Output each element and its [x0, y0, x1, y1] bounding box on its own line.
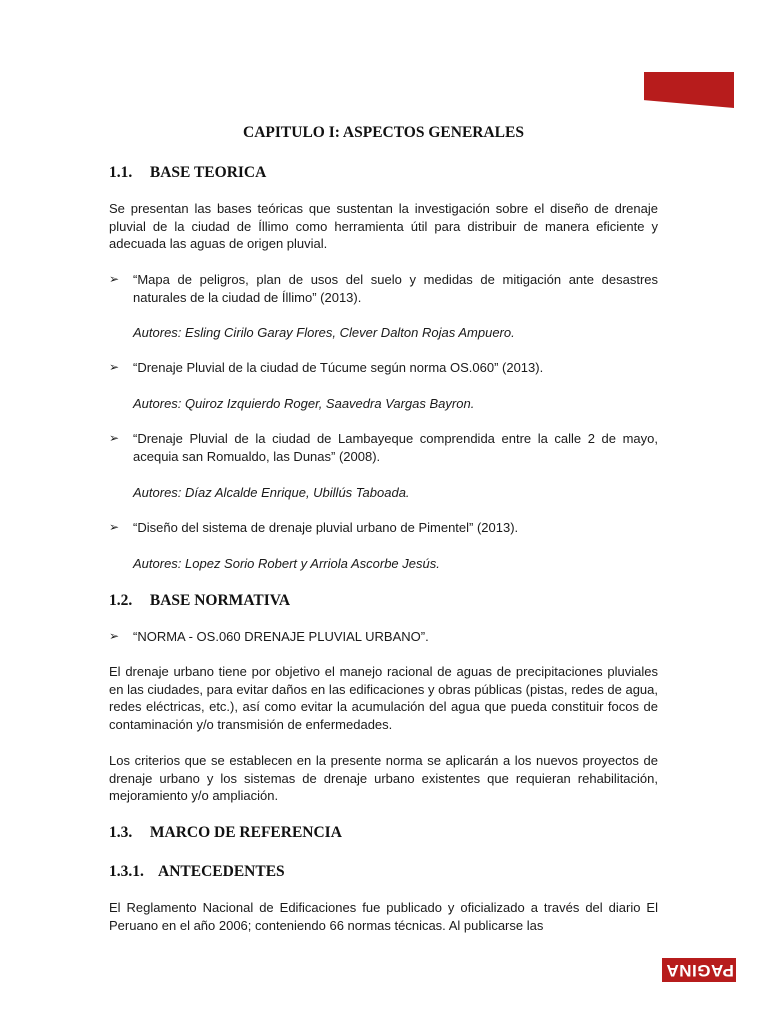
reference-authors: Autores: Esling Cirilo Garay Flores, Clever Dalton Rojas Ampuero. [133, 325, 515, 340]
reference-title: “Mapa de peligros, plan de usos del suelo y medidas de mitigación ante desastres naturales de la ciudad de Íllimo” (2013). [133, 272, 658, 305]
page-tab-label: PAGINA [666, 961, 734, 980]
section-number: 1.3.1. [109, 863, 144, 880]
reference-item [109, 519, 658, 537]
section-heading-base-normativa [109, 592, 290, 610]
reference-authors: Autores: Lopez Sorio Robert y Arriola Ascorbe Jesús. [133, 556, 440, 571]
section-title: ANTECEDENTES [158, 863, 285, 880]
reference-title: “Diseño del sistema de drenaje pluvial urbano de Pimentel” (2013). [133, 520, 519, 535]
reference-item [109, 359, 658, 377]
antecedentes-paragraph: El Reglamento Nacional de Edificaciones fue publicado y oficializado a través del diario El Peruano en el año 2006; conteniendo 66 normas técnicas. Al publicarse las [109, 900, 658, 933]
section-heading-marco-referencia [109, 824, 342, 842]
section-title: BASE NORMATIVA [149, 592, 291, 609]
section-heading-base-teorica [109, 164, 266, 182]
section-heading-antecedentes [109, 863, 285, 881]
intro-paragraph: Se presentan las bases teóricas que sustentan la investigación sobre el diseño de drenaje pluvial de la ciudad de Íllimo como herramienta útil para distribuir de manera eficiente y adecuada las aguas de origen pluvial. [109, 201, 658, 251]
section-number: 1.3. [109, 824, 133, 841]
corner-decoration [644, 72, 734, 108]
chapter-title: CAPITULO I: ASPECTOS GENERALES [243, 124, 524, 141]
reference-title: “Drenaje Pluvial de la ciudad de Túcume según norma OS.060” (2013). [133, 360, 544, 375]
reference-authors: Autores: Díaz Alcalde Enrique, Ubillús Taboada. [133, 485, 410, 500]
reference-authors: Autores: Quiroz Izquierdo Roger, Saavedra Vargas Bayron. [133, 396, 475, 411]
bullet-arrow-icon: ➢ [109, 520, 120, 534]
section-number: 1.2. [109, 592, 133, 609]
norma-paragraph: Los criterios que se establecen en la presente norma se aplicarán a los nuevos proyectos de drenaje urbano y los sistemas de drenaje urbano existentes que requieran rehabilitación, mejoramiento y/o ampliación. [109, 753, 658, 803]
bullet-arrow-icon: ➢ [109, 360, 120, 374]
page-number-tab [662, 958, 736, 982]
bullet-arrow-icon: ➢ [109, 272, 120, 286]
section-title: BASE TEORICA [149, 164, 267, 181]
norma-title: “NORMA - OS.060 DRENAJE PLUVIAL URBANO”. [133, 629, 429, 644]
norma-paragraph: El drenaje urbano tiene por objetivo el manejo racional de aguas de precipitaciones pluviales en las ciudades, para evitar daños en las edificaciones y obras públicas (pistas, redes de agua, redes eléctricas, etc.), así como evitar la acumulación del agua que pueda constituir focos de contaminación y/o transmisión de enfermedades. [109, 664, 658, 732]
norma-item [109, 628, 658, 646]
reference-title: “Drenaje Pluvial de la ciudad de Lambayeque comprendida entre la calle 2 de mayo, acequia san Romualdo, las Dunas” (2008). [133, 431, 658, 464]
reference-item [109, 430, 658, 465]
section-number: 1.1. [109, 164, 133, 181]
reference-item [109, 271, 658, 306]
bullet-arrow-icon: ➢ [109, 629, 120, 643]
bullet-arrow-icon: ➢ [109, 431, 120, 445]
section-title: MARCO DE REFERENCIA [149, 824, 342, 841]
